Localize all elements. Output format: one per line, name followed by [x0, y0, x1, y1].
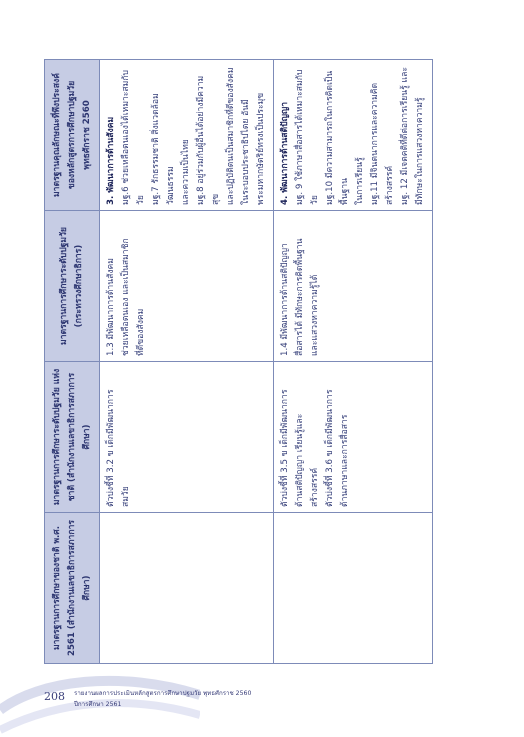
rotated-table-container [44, 60, 425, 664]
table-header-row [45, 60, 100, 664]
cell-line: ด้านภาษาและการสื่อสาร [340, 414, 350, 507]
group-title: 3. พัฒนาการด้านสังคม [106, 116, 116, 205]
cell-line: มีทักษะในการแสวงหาความรู้ [415, 97, 425, 205]
cell-line: ตัวบ่งชี้ที่ 3.5 ข เด็กมีพัฒนาการ [280, 389, 290, 507]
cell-moe-early-childhood [274, 211, 433, 362]
table-row [100, 60, 274, 664]
cell-line: ช่วยเหลือตนเอง และเป็นสมาชิก [121, 238, 131, 356]
cell-curriculum-characteristics [274, 60, 433, 211]
header-national-standard: มาตรฐานการศึกษาของชาติ พ.ศ. 2561 (สำนักงานเลขาธิการสภาการศึกษา) [45, 513, 100, 664]
header-curriculum-characteristics: มาตรฐานคุณลักษณะที่พึงประสงค์ ของหลักสูตรการศึกษาปฐมวัย พุทธศักราช 2560 [45, 60, 100, 211]
standards-comparison-table [44, 59, 433, 664]
header-moe-early-childhood: มาตรฐานการศึกษาระดับปฐมวัย (กระทรวงศึกษาธิการ) [45, 211, 100, 362]
cell-line: ด้านสติปัญญา เรียนรู้และ [295, 413, 305, 507]
cell-line: สมวัย [121, 486, 131, 507]
cell-line: มฐ.8 อยู่ร่วมกับผู้อื่นได้อย่างมีความสุข [196, 75, 221, 205]
page-number: 208 [44, 690, 65, 703]
cell-line: พระมหากษัตริย์ทรงเป็นประมุข [256, 92, 266, 205]
footer-title: รายงานผลการประเมินหลักสูตรการศึกษาปฐมวัย พุทธศักราช 2560 [74, 690, 252, 697]
cell-line: และความเป็นไทย [181, 139, 191, 205]
cell-line: สื่อสารได้ มีทักษะการคิดพื้นฐาน [295, 238, 305, 356]
cell-line: และแสวงหาความรู้ได้ [310, 274, 320, 356]
group-title: 4. พัฒนาการด้านสติปัญญา [280, 101, 290, 205]
cell-moe-early-childhood [100, 211, 274, 362]
cell-line: 1.4 มีพัฒนาการด้านสติปัญญา [280, 243, 290, 356]
footer-subtitle: ปีการศึกษา 2561 [74, 701, 122, 708]
cell-line: มฐ. 12 มีเจตคติที่ดีต่อการเรียนรู้ และ [400, 67, 410, 205]
header-national-early-childhood: มาตรฐานการศึกษาระดับปฐมวัย แห่งชาติ (สำนักงานเลขาธิการสภาการศึกษา) [45, 362, 100, 513]
cell-line: ตัวบ่งชี้ที่ 3.2 ข เด็กมีพัฒนาการ [106, 389, 116, 507]
cell-line: ในการเรียนรู้ [355, 157, 365, 205]
cell-line: และปฏิบัติตนเป็นสมาชิกที่ดีของสังคม [226, 67, 236, 205]
cell-line: ในระบอบประชาธิปไตย อันมี [241, 99, 251, 205]
cell-line: มฐ.10 มีความสามารถในการคิดเป็นพื้นฐาน [325, 70, 350, 205]
cell-curriculum-characteristics [100, 60, 274, 211]
cell-national-early-childhood [100, 362, 274, 513]
cell-line: มฐ.11 มีจินตนาการและความคิดสร้างสรรค์ [370, 82, 395, 205]
cell-national-standard [274, 513, 433, 664]
cell-line: มฐ.7 รักธรรมชาติ สิ่งแวดล้อม วัฒนธรรม [151, 93, 176, 205]
table-row [274, 60, 433, 664]
cell-line: ที่ดีของสังคม [136, 308, 146, 356]
cell-line: สร้างสรรค์ [310, 467, 320, 507]
cell-line: มฐ.6 ช่วยเหลือตนเองได้เหมาะสมกับวัย [121, 70, 146, 205]
cell-national-early-childhood [274, 362, 433, 513]
cell-line: มฐ. 9 ใช้ภาษาสื่อสารได้เหมาะสมกับวัย [295, 69, 320, 205]
cell-line: 1.3 มีพัฒนาการด้านสังคม [106, 258, 116, 356]
cell-line: ตัวบ่งชี้ที่ 3.6 ข เด็กมีพัฒนาการ [325, 389, 335, 507]
